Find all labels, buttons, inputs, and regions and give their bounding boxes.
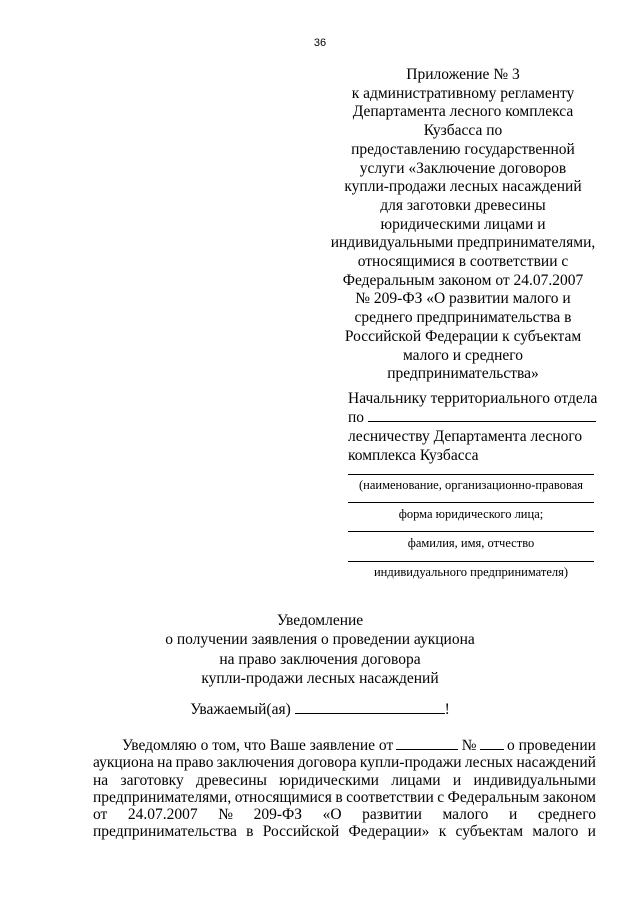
body-line	[93, 772, 596, 789]
body-word: Федеральным	[447, 788, 540, 806]
body-word: индивидуальными	[473, 771, 596, 789]
appendix-line: юридическими лицами и	[380, 215, 546, 233]
appendix-line: Федеральным законом от 24.07.2007	[342, 271, 584, 289]
body-word: и	[508, 806, 518, 824]
fill-line-3	[348, 531, 594, 532]
caption-2: форма юридического лица;	[398, 507, 544, 521]
caption-1: (наименование, организационно-правовая	[359, 478, 583, 492]
body-word: с	[437, 788, 445, 806]
body-word: право	[175, 754, 214, 772]
notice-title-line-2: о получении заявления о проведении аукциона	[165, 631, 475, 649]
body-word: №	[218, 806, 234, 824]
body-word: в	[246, 823, 254, 841]
appendix-line: Приложение № 3	[406, 66, 520, 83]
body-line	[93, 806, 596, 823]
fill-line-2	[348, 502, 594, 503]
body-word: купли-продажи	[359, 754, 462, 772]
notice-title-line-4: купли-продажи лесных насаждений	[201, 669, 439, 687]
body-word: предпринимательства	[93, 823, 237, 841]
body-word: к	[438, 823, 447, 841]
body-word: и	[587, 823, 596, 841]
caption-3: фамилия, имя, отчество	[407, 536, 535, 550]
greeting-suffix: !	[444, 701, 450, 718]
body-word: заготовку	[120, 771, 184, 789]
body-line-1-b: №	[461, 737, 477, 754]
notice-body	[93, 737, 596, 841]
appendix-line: малого и среднего	[402, 346, 524, 364]
body-word: Российской	[262, 823, 340, 841]
number-blank	[480, 737, 504, 750]
appendix-line: предоставлению государственной	[351, 140, 575, 158]
body-word: на	[93, 771, 109, 789]
appendix-header	[322, 66, 604, 384]
greeting	[0, 700, 640, 719]
appendix-line: Российской Федерации к субъектам	[344, 327, 582, 345]
appendix-line: предпринимательства»	[387, 365, 539, 383]
body-line	[93, 823, 596, 840]
date-blank	[396, 737, 458, 750]
department-blank	[368, 408, 596, 422]
notice-title	[0, 611, 640, 688]
body-word: в	[335, 788, 343, 806]
appendix-line: Кузбасса по	[423, 122, 503, 140]
fill-line-1	[348, 474, 594, 475]
addressee-po: по	[348, 409, 365, 426]
body-line	[93, 789, 596, 806]
body-line-1-c: о проведении	[506, 737, 596, 754]
caption-4: индивидуального предпринимателя)	[373, 565, 569, 579]
body-word: и	[452, 771, 462, 789]
body-word: насаждений	[516, 754, 596, 772]
addressee-line-2	[348, 408, 598, 427]
appendix-line: индивидуальными предпринимателями,	[330, 234, 596, 252]
body-word: заключения	[216, 754, 295, 772]
body-word: аукциона	[93, 754, 154, 772]
body-word: субъектам	[455, 823, 524, 841]
body-word: законом	[542, 788, 596, 806]
appendix-line: относящимися в соответствии с	[357, 253, 569, 271]
body-line-1	[93, 737, 596, 754]
body-word: лицами	[391, 771, 441, 789]
body-word: развитии	[362, 806, 422, 824]
greeting-prefix: Уважаемый(ая)	[190, 701, 291, 718]
body-word: относящимися	[234, 788, 332, 806]
addressee-line-4: комплекса Кузбасса	[348, 447, 479, 464]
fill-line-4	[348, 561, 594, 562]
appendix-line: к административному регламенту	[351, 84, 575, 102]
body-word: предпринимателями,	[93, 788, 232, 806]
body-line	[93, 754, 596, 771]
body-word: 209-ФЗ	[253, 806, 303, 824]
addressee-line-1: Начальнику территориального отдела	[348, 390, 598, 407]
body-word: договора	[297, 754, 357, 772]
addressee-block	[348, 389, 598, 465]
addressee-line-3: лесничеству Департамента лесного	[348, 428, 583, 445]
page-number: 36	[313, 37, 327, 49]
body-word: лесных	[464, 754, 514, 772]
body-word: среднего	[537, 806, 596, 824]
body-word: юридическими	[279, 771, 379, 789]
body-word: от	[93, 806, 108, 824]
body-word: древесины	[196, 771, 267, 789]
appendix-line: для заготовки древесины	[380, 196, 546, 214]
body-word: Федерации»	[348, 823, 430, 841]
greeting-name-blank	[295, 700, 445, 714]
appendix-line: № 209-ФЗ «О развитии малого и	[355, 290, 571, 308]
appendix-line: купли-продажи лесных насаждений	[344, 178, 582, 196]
body-lines	[93, 754, 596, 840]
body-word: соответствии	[346, 788, 434, 806]
body-word: 24.07.2007	[127, 806, 198, 824]
body-word: на	[157, 754, 173, 772]
notice-title-line-3: на право заключения договора	[219, 650, 421, 668]
notice-title-line-1: Уведомление	[276, 612, 364, 629]
appendix-line: среднего предпринимательства в	[354, 309, 572, 327]
appendix-line: Департамента лесного комплекса	[352, 103, 574, 121]
body-word: малого	[442, 806, 489, 824]
appendix-line: услуги «Заключение договоров	[359, 159, 567, 177]
body-word: малого	[532, 823, 579, 841]
body-word: «О	[322, 806, 342, 824]
body-line-1-a: Уведомляю о том, что Ваше заявление от	[122, 737, 394, 754]
